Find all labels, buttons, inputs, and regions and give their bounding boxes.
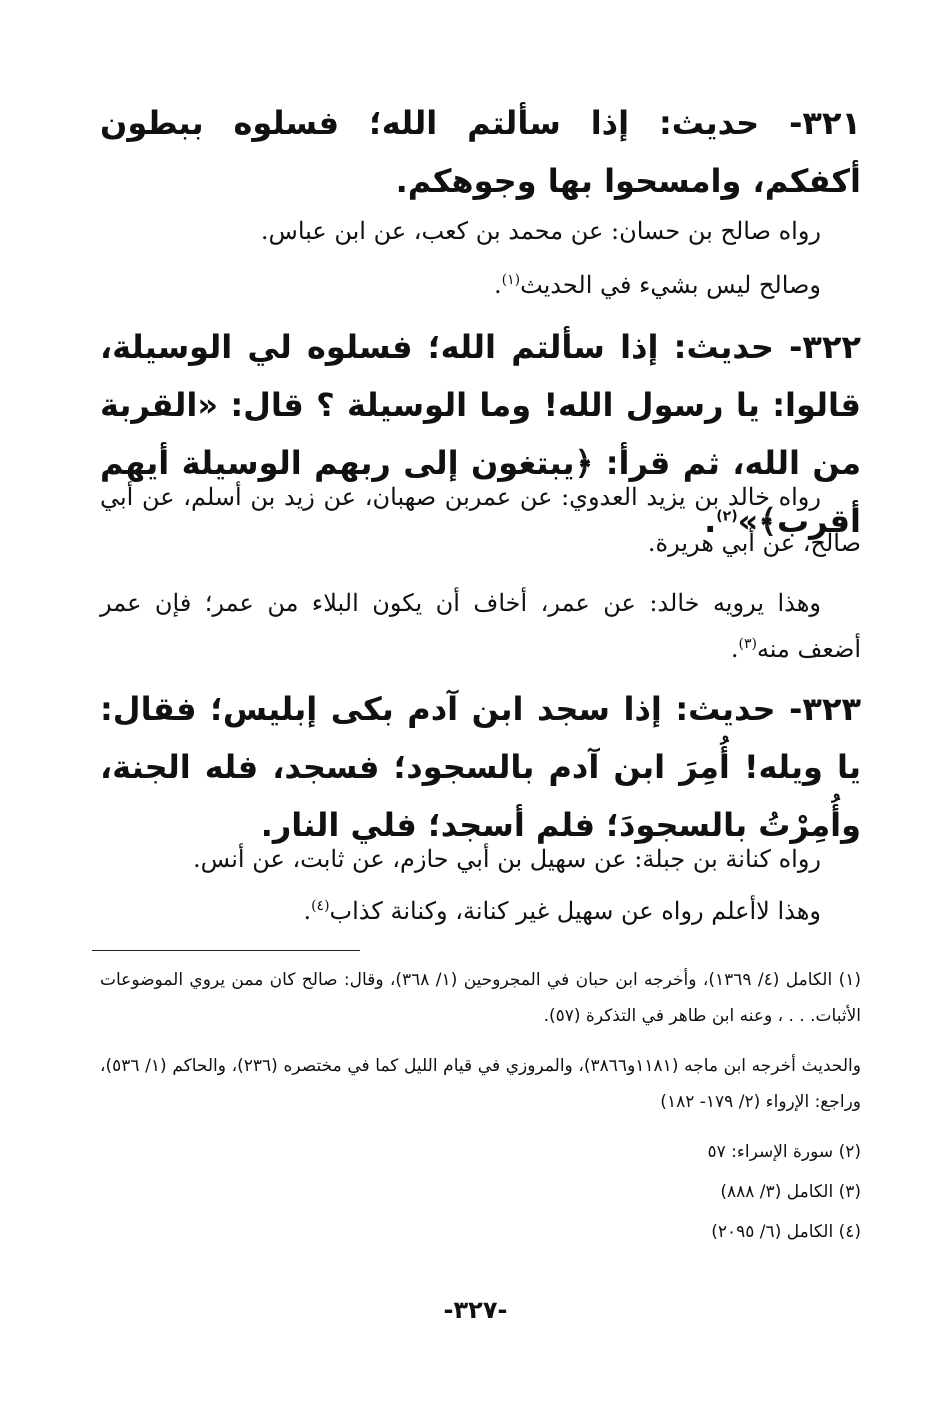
narration-321: رواه صالح بن حسان: عن محمد بن كعب، عن ابن عباس. [260, 217, 821, 245]
narration-323: رواه كنانة بن جبلة: عن سهيل بن أبي حازم، عن ثابت، عن أنس. [193, 845, 821, 873]
footnote-4: (٤) الكامل (٦/ ٢٠٩٥) [711, 1222, 861, 1242]
comment-321-end: . [493, 271, 502, 299]
comment-323-end: . [303, 897, 312, 925]
footnote-3: (٣) الكامل (٣/ ٨٨٨) [720, 1182, 861, 1202]
hadith-322-end: . [704, 502, 717, 540]
footnote-ref-1[interactable]: (١) [501, 272, 521, 288]
comment-322 [100, 580, 861, 672]
narration-322: رواه خالد بن يزيد العدوي: عن عمربن صهبان، عن زيد بن أسلم، عن أبي صالح، عن أبي هريرة. [100, 483, 861, 557]
footnote-separator [92, 950, 360, 951]
comment-323-text: وهذا لاأعلم رواه عن سهيل غير كنانة، وكنانة كذاب [329, 897, 821, 925]
footnote-ref-4[interactable]: (٤) [311, 898, 330, 914]
footnote-ref-2[interactable]: (٢) [716, 508, 738, 525]
hadith-322-text: ٣٢٢- حديث: إذا سألتم الله؛ فسلوه لي الوسيلة، قالوا: يا رسول الله! وما الوسيلة ؟ قال: «القربة من الله، ثم قرأ: ﴿يبتغون إلى ربهم الوسيلة أيهم أقرب﴾» [100, 328, 861, 540]
footnote-2: (٢) سورة الإسراء: ٥٧ [707, 1142, 861, 1162]
footnote-ref-3[interactable]: (٣) [738, 636, 757, 652]
comment-323 [100, 888, 861, 934]
footnote-1-continued: والحديث أخرجه ابن ماجه (١١٨١و٣٨٦٦)، والمروزي في قيام الليل كما في مختصره (٢٣٦)، والحاكم (١/ ٥٣٦)، وراجع: الإرواء (٢/ ١٧٩- ١٨٢) [100, 1056, 861, 1112]
hadith-321: ٣٢١- حديث: إذا سألتم الله؛ فسلوه ببطون أكفكم، وامسحوا بها وجوهكم. [100, 104, 861, 200]
comment-321-text: وصالح ليس بشيء في الحديث [520, 271, 821, 299]
page-number: -٣٢٧- [443, 1296, 508, 1324]
hadith-323: ٣٢٣- حديث: إذا سجد ابن آدم بكى إبليس؛ فقال: يا ويله! أُمِرَ ابن آدم بالسجود؛ فسجد، فله الجنة، وأُمِرْتُ بالسجودَ؛ فلم أسجد؛ فلي النار. [100, 690, 861, 844]
footnote-1: (١) الكامل (٤/ ١٣٦٩)، وأخرجه ابن حبان في المجروحين (١/ ٣٦٨)، وقال: صالح كان ممن يروي الموضوعات الأثبات. . . ، وعنه ابن طاهر في التذكرة (٥٧). [100, 970, 861, 1026]
comment-321 [100, 262, 861, 308]
comment-322-text: وهذا يرويه خالد: عن عمر، أخاف أن يكون البلاء من عمر؛ فإن عمر أضعف منه [100, 589, 861, 663]
comment-322-end: . [730, 635, 739, 663]
